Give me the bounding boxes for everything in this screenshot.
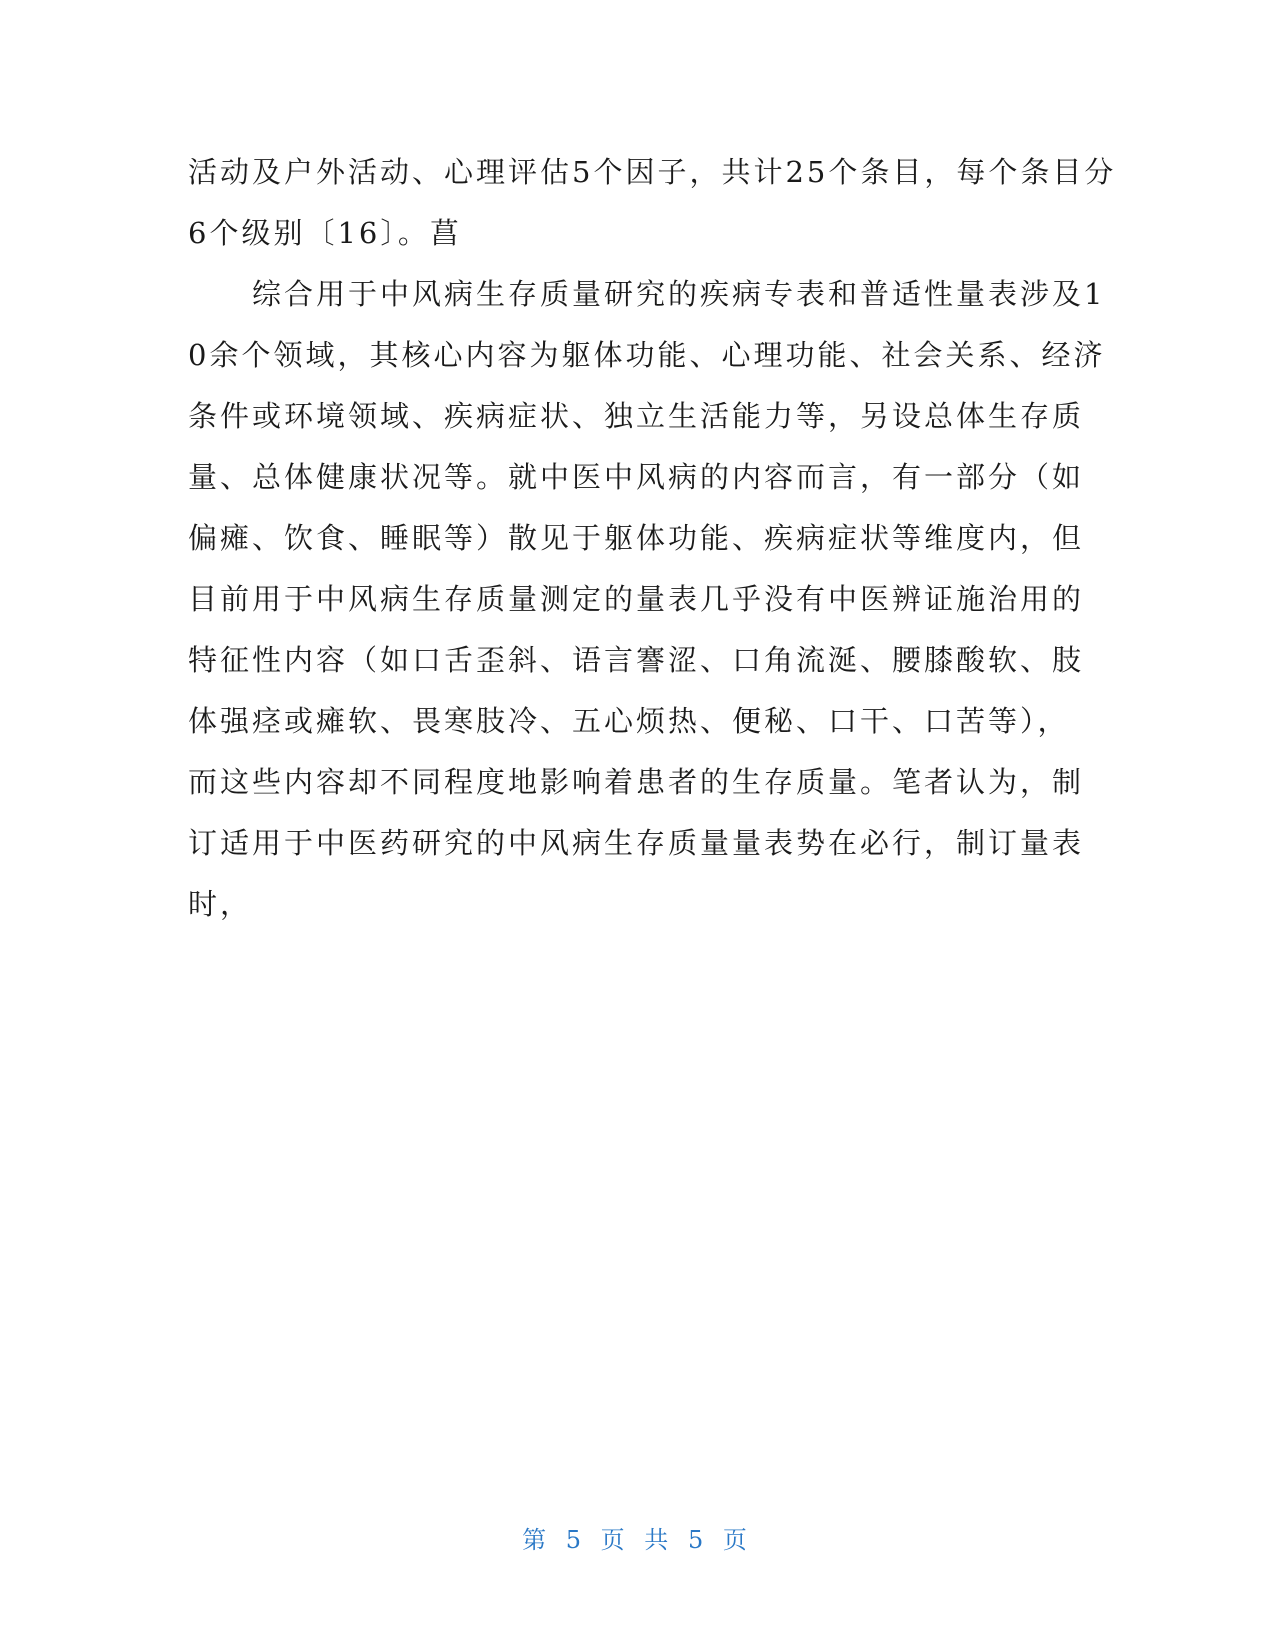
text-line: 条件或环境领域、疾病症状、独立生活能力等，另设总体生存质 [188, 399, 1085, 433]
text-line: 特征性内容（如口舌歪斜、语言謇涩、口角流涎、腰膝酸软、肢 [188, 643, 1085, 677]
text-line: 订适用于中医药研究的中风病生存质量量表势在必行，制订量表 [188, 826, 1085, 860]
text-line: 综合用于中风病生存质量研究的疾病专表和普适性量表涉及1 [188, 277, 1106, 311]
text-line: 偏瘫、饮食、睡眠等）散见于躯体功能、疾病症状等维度内，但 [188, 521, 1085, 555]
page-number-footer: 第 5 页 共 5 页 [522, 1526, 753, 1554]
text-line: 目前用于中风病生存质量测定的量表几乎没有中医辨证施治用的 [188, 582, 1085, 616]
text-line: 体强痉或瘫软、畏寒肢冷、五心烦热、便秘、口干、口苦等）， [188, 704, 1070, 738]
text-line: 0余个领域，其核心内容为躯体功能、心理功能、社会关系、经济 [188, 338, 1106, 372]
text-line: 而这些内容却不同程度地影响着患者的生存质量。笔者认为，制 [188, 765, 1085, 799]
text-line: 活动及户外活动、心理评估5个因子，共计25个条目，每个条目分 [188, 155, 1117, 189]
text-line: 量、总体健康状况等。就中医中风病的内容而言，有一部分（如 [188, 460, 1085, 494]
text-line: 时， [188, 887, 253, 921]
text-line: 6个级别〔16〕。菖 [188, 216, 462, 250]
body-text [188, 142, 1117, 935]
